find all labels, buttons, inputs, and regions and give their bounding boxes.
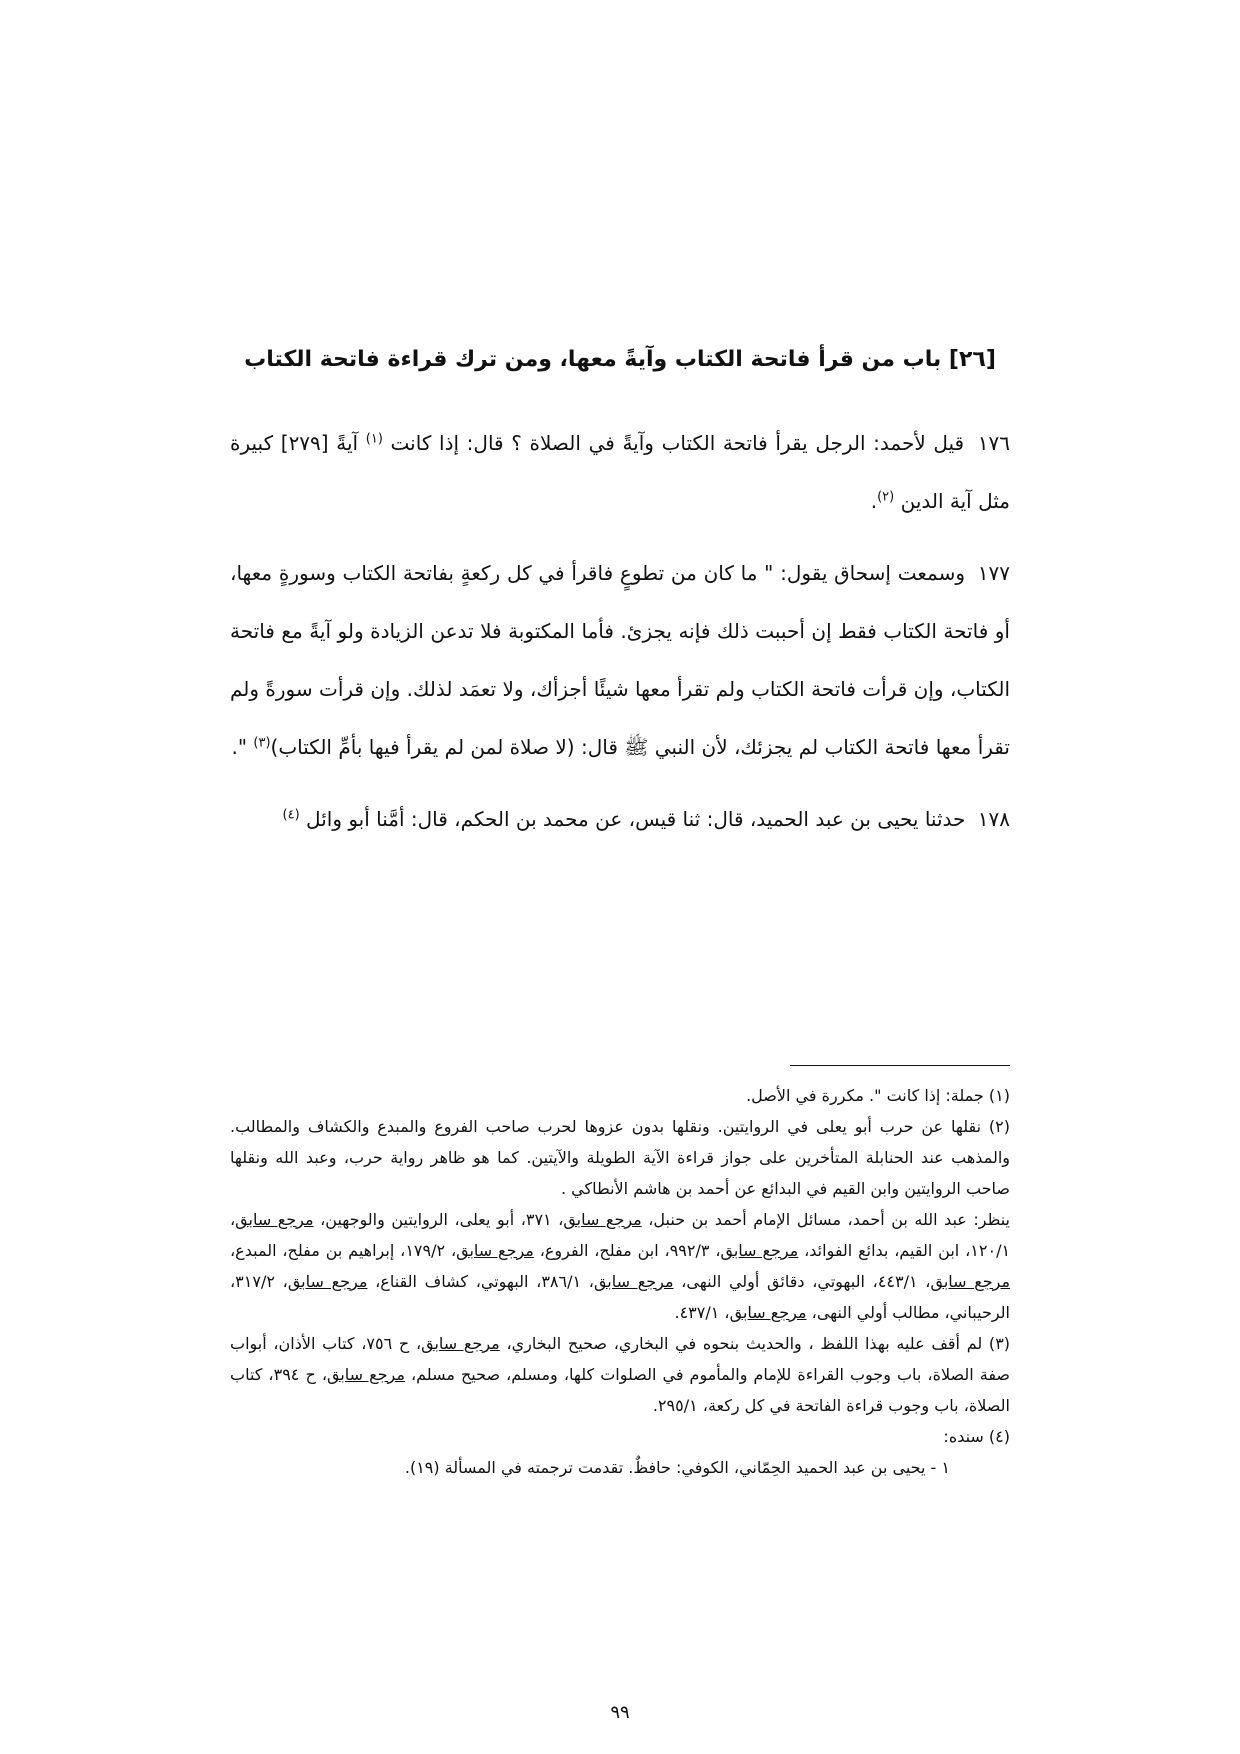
footnote-text: ، ٣٧١، أبو يعلى، الروايتين والوجهين،	[313, 1210, 564, 1229]
chapter-heading: [٢٦] باب من قرأ فاتحة الكتاب وآيةً معها، ومن ترك قراءة فاتحة الكتاب	[244, 347, 996, 372]
main-text	[230, 345, 1010, 862]
footnote-marker-1[interactable]: (١)	[365, 431, 383, 447]
footnote-divider	[790, 1065, 1010, 1066]
reference-link[interactable]: مرجع سابق	[456, 1241, 534, 1260]
paragraph-number: ١٧٦	[977, 430, 1011, 455]
footnote-1: (١) جملة: إذا كانت ". مكررة في الأصل.	[746, 1086, 1010, 1105]
footnote-text: ، ٣١٧/٢، الرحيباني، مطالب أولي النهى،	[230, 1272, 1010, 1322]
paragraph-text: .	[870, 488, 878, 513]
footnote-text: ينظر: عبد الله بن أحمد، مسائل الإمام أحمد بن حنبل،	[641, 1210, 1010, 1229]
footnote-marker-4[interactable]: (٤)	[282, 807, 300, 823]
footnote-2-references	[230, 1204, 1010, 1328]
footnote-text: ، ٣٨٦/١، البهوتي، كشاف القناع،	[367, 1272, 594, 1291]
footnote-text: ، ٩٩٢/٣، ابن مفلح، الفروع،	[533, 1241, 721, 1260]
reference-link[interactable]: مرجع سابق	[930, 1272, 1011, 1291]
footnote-text: ، ١٧٩/٢، إبراهيم بن مفلح، المبدع،	[230, 1241, 457, 1260]
footnote-2: (٢) نقلها عن حرب أبو يعلى في الروايتين. ونقلها بدون عزوها لحرب صاحب الفروع والمبدع والكشاف والمطالب. والمذهب عند الحنابلة المتأخرين على جواز قراءة الآية الطويلة والآيتين. كما هو ظاهر رواية حرب، وعبد الله ونقلها صاحب الروايتين وابن القيم في البدائع عن أحمد بن هاشم الأنطاكي .	[230, 1117, 1010, 1198]
footnote-marker-3[interactable]: (٣)	[253, 735, 271, 751]
paragraph-176	[230, 414, 1010, 530]
page-number: ٩٩	[610, 1702, 630, 1723]
footnote-text: ، ١٢٠/١، ابن القيم، بدائع الفوائد،	[230, 1210, 1011, 1260]
reference-link[interactable]: مرجع سابق	[421, 1334, 500, 1353]
footnote-4: (٤) سنده:	[943, 1427, 1010, 1446]
footnote-3	[230, 1328, 1010, 1421]
paragraph-number: ١٧٧	[977, 560, 1010, 585]
footnotes-section	[230, 1080, 1010, 1483]
reference-link[interactable]: مرجع سابق	[720, 1241, 799, 1260]
footnote-marker-2[interactable]: (٢)	[877, 489, 895, 505]
reference-link[interactable]: مرجع سابق	[287, 1272, 368, 1291]
footnote-text: ، ٤٤٣/١، البهوتي، دقائق أولي النهى،	[673, 1272, 931, 1291]
paragraph-number: ١٧٨	[977, 806, 1010, 831]
paragraph-178	[230, 790, 1010, 848]
footnote-text: ، ح ٧٥٦، كتاب الأذان، أبواب صفة الصلاة، باب وجوب القراءة للإمام والمأموم في الصلوات كلها، ومسلم، صحيح مسلم،	[230, 1334, 1011, 1384]
footnote-text: (٣) لم أقف عليه بهذا اللفظ ، والحديث بنحوه في البخاري، صحيح البخاري،	[499, 1334, 1011, 1353]
paragraph-text: حدثنا يحيى بن عبد الحميد، قال: ثنا قيس، عن محمد بن الحكم، قال: أمَّنا أبو وائل	[306, 806, 966, 831]
reference-link[interactable]: مرجع سابق	[593, 1272, 674, 1291]
reference-link[interactable]: مرجع سابق	[235, 1210, 314, 1229]
paragraph-text: ".	[231, 734, 254, 759]
paragraph-177	[230, 544, 1010, 776]
footnote-text: ، ح ٣٩٤، كتاب الصلاة، باب وجوب قراءة الفاتحة في كل ركعة، ٢٩٥/١.	[230, 1365, 1010, 1415]
footnote-text: ، ٤٣٧/١.	[674, 1303, 730, 1322]
paragraph-text: قيل لأحمد: الرجل يقرأ فاتحة الكتاب وآيةً في الصلاة ؟ قال: إذا كانت	[390, 430, 965, 455]
reference-link[interactable]: مرجع سابق	[729, 1303, 807, 1322]
reference-link[interactable]: مرجع سابق	[563, 1210, 642, 1229]
footnote-4-narrator: ١ - يحيى بن عبد الحميد الحِمّاني، الكوفي: حافظٌ. تقدمت ترجمته في المسألة (١٩).	[404, 1458, 950, 1477]
reference-link[interactable]: مرجع سابق	[326, 1365, 405, 1384]
paragraph-text: وسمعت إسحاق يقول: " ما كان من تطوعٍ فاقرأ في كل ركعةٍ بفاتحة الكتاب وسورةٍ معها، أو فاتحة الكتاب فقط إن أحببت ذلك فإنه يجزئ. فأما المكتوبة فلا تدعن الزيادة ولو آيةً مع فاتحة الكتاب، وإن قرأت فاتحة الكتاب ولم تقرأ معها شيئًا أجزأك، ولا تعمَد لذلك. وإن قرأت سورةً ولم تقرأ معها فاتحة الكتاب لم يجزئك، لأن النبي ﷺ قال: (لا صلاة لمن لم يقرأ فيها بأمِّ الكتاب)	[229, 560, 1010, 759]
paragraph-text: آيةً [٢٧٩] كبيرة مثل آية الدين	[230, 430, 1010, 513]
